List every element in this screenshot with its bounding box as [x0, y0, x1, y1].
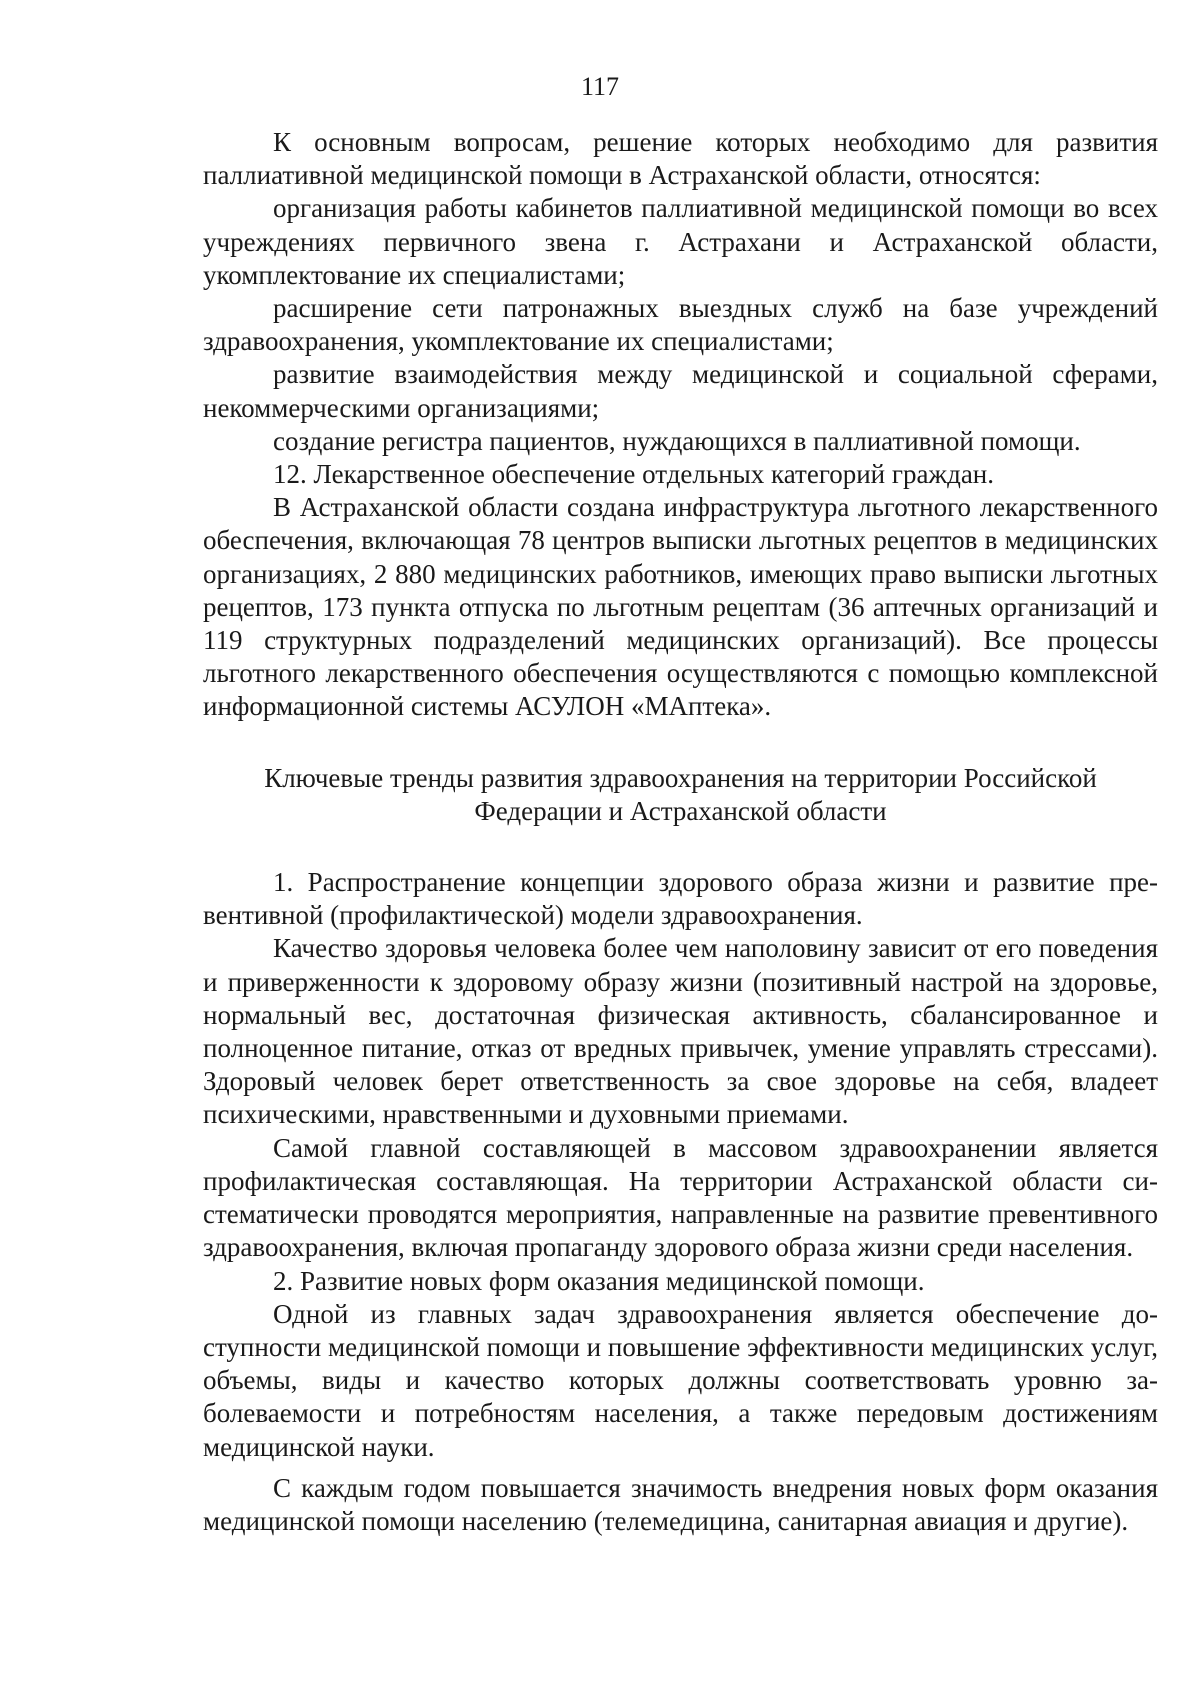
paragraph: Качество здоровья человека более чем наполовину зависит от его поведения и приверженности к здоровому образу жизни (позитивный настрой на здоровье, нормальный вес, достаточная физическая активность, сбалансированное и полноценное питание, отказ от вредных привычек, умение управлять стрессами). Здоровый человек берет ответственность за свое здоровье на себя, владеет психическими, нравственными и духовными приемами. — [203, 933, 1158, 1130]
paragraph-spacer — [203, 1464, 1158, 1472]
page-body — [203, 126, 1158, 1538]
paragraph: создание регистра пациентов, нуждающихся в паллиативной помощи. — [273, 425, 1081, 456]
paragraph: 1. Распространение концепции здорового образа жизни и развитие превентивной (профилактической) модели здравоохранения. — [203, 867, 1158, 931]
paragraph: Одной из главных задач здравоохранения является обеспечение доступности медицинской помощи и повышение эффективности медицинских услуг, объемы, виды и качество которых должны соответствовать уровню заболеваемости и потребностям населения, а также передовым достижениям медицинской науки. — [203, 1298, 1159, 1462]
section-heading: Ключевые тренды развития здравоохранения на территории Российской Федерации и Астраханской области — [264, 762, 1097, 826]
paragraph: Самой главной составляющей в массовом здравоохранении является профилактическая составляющая. На территории Астраханской области систематически проводятся мероприятия, направленные на развитие превентивного здравоохранения, включая пропаганду здорового образа жизни среди населения. — [203, 1132, 1158, 1263]
paragraph: 2. Развитие новых форм оказания медицинской помощи. — [273, 1265, 925, 1296]
paragraph: С каждым годом повышается значимость внедрения новых форм оказания медицинской помощи населению (телемедицина, санитарная авиация и другие). — [203, 1472, 1158, 1536]
paragraph: К основным вопросам, решение которых необходимо для развития паллиативной медицинской помощи в Астраханской области, относятся: — [203, 127, 1158, 191]
paragraph: развитие взаимодействия между медицинской и социальной сферами, некоммерческими организациями; — [203, 359, 1158, 423]
paragraph: организация работы кабинетов паллиативной медицинской помощи во всех учреждениях первичного звена г. Астрахани и Астраханской области, укомплектование их специалистами; — [203, 193, 1158, 290]
paragraph: В Астраханской области создана инфраструктура льготного лекарственного обеспечения, включающая 78 центров выписки льготных рецептов в медицинских организациях, 2 880 медицинских работников, имеющих право выписки льготных рецептов, 173 пункта отпуска по льготным рецептам (36 аптечных организаций и 119 структурных подразделений медицинских организаций). Все процессы льготного лекарственного обеспечения осуществляются с помощью комплексной информационной системы АСУЛОН «МАптека». — [203, 492, 1158, 722]
paragraph: 12. Лекарственное обеспечение отдельных категорий граждан. — [273, 459, 994, 490]
page-number: 117 — [580, 72, 620, 101]
paragraph: расширение сети патронажных выездных служб на базе учреждений здравоохранения, укомплектование их специалистами; — [203, 293, 1158, 357]
